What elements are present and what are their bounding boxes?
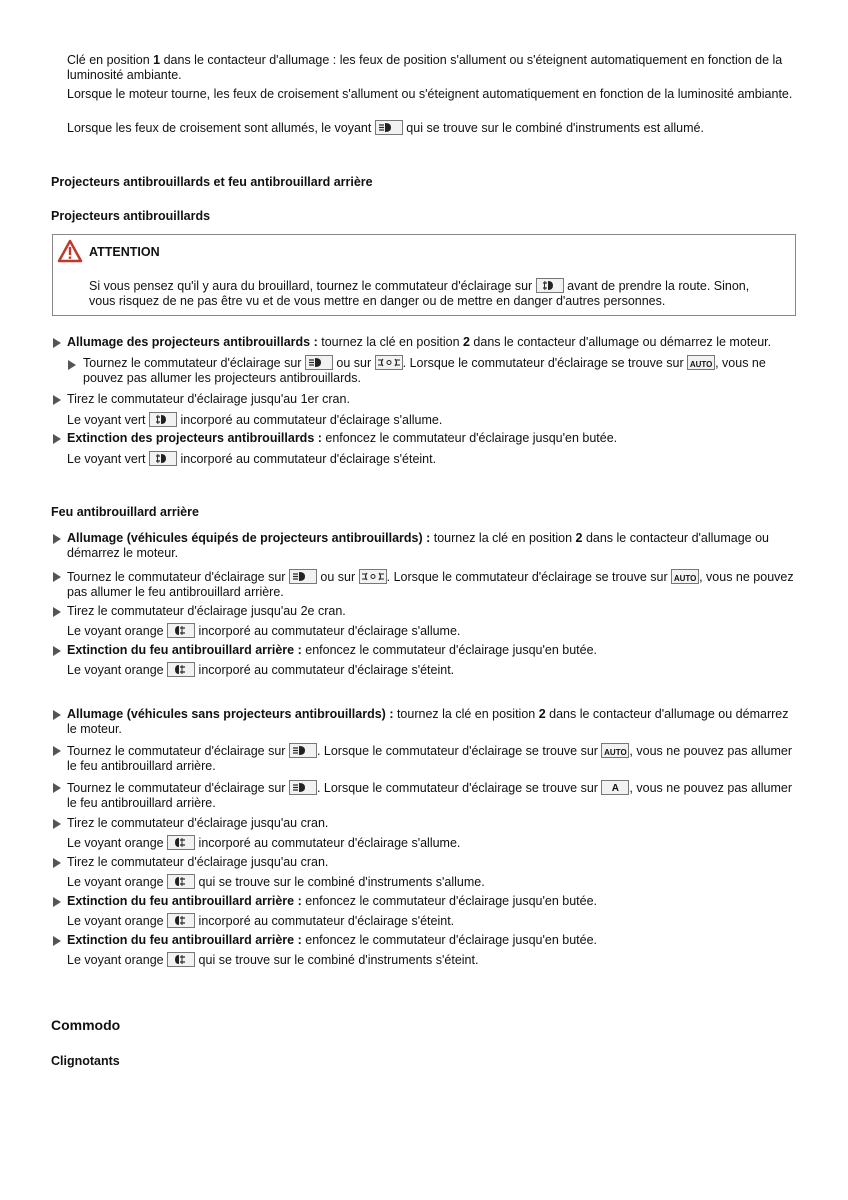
item-bold: Extinction du feu antibrouillard arrière : — [67, 933, 302, 947]
bullet-arrow-icon — [53, 338, 61, 348]
list-item — [67, 335, 797, 350]
low-beam-icon — [289, 743, 317, 758]
item-text: tournez la clé en position — [430, 531, 576, 545]
list-item: Tirez le commutateur d'éclairage jusqu'au 2e cran. — [67, 604, 346, 618]
auto-a-icon — [601, 780, 629, 795]
bullet-arrow-icon — [53, 710, 61, 720]
auto-icon — [601, 743, 629, 758]
list-item — [67, 643, 797, 658]
item-text: enfoncez le commutateur d'éclairage jusqu'en butée. — [301, 643, 597, 657]
item-text: Le voyant orange — [67, 914, 168, 928]
attention-title: ATTENTION — [89, 245, 160, 259]
bullet-arrow-icon — [53, 572, 61, 582]
indicator-line — [67, 874, 797, 890]
item-text: dans le contacteur d'allumage ou démarrez le moteur. — [67, 531, 770, 560]
item-text: Le voyant vert — [67, 452, 149, 466]
item-text: qui se trouve sur le combiné d'instruments s'éteint. — [195, 953, 479, 967]
bullet-arrow-icon — [53, 897, 61, 907]
subsection-heading: Projecteurs antibrouillards — [51, 209, 211, 223]
list-item: Tirez le commutateur d'éclairage jusqu'au cran. — [67, 816, 329, 830]
key-position: 2 — [575, 531, 583, 545]
intro-paragraph-1 — [67, 53, 797, 83]
low-beam-icon — [305, 355, 333, 370]
bullet-arrow-icon — [53, 783, 61, 793]
bullet-arrow-icon — [53, 434, 61, 444]
item-text: , vous ne pouvez pas allumer le feu antibrouillard arrière. — [67, 570, 794, 599]
attention-text — [89, 278, 779, 309]
bullet-arrow-icon — [53, 858, 61, 868]
rear-fog-icon — [167, 623, 195, 638]
indicator-line — [67, 412, 797, 428]
item-bold: Extinction des projecteurs antibrouillards : — [67, 431, 322, 445]
item-text: . Lorsque le commutateur d'éclairage se trouve sur — [386, 570, 672, 584]
item-text: . Lorsque le commutateur d'éclairage se trouve sur — [316, 781, 602, 795]
item-bold: Allumage (véhicules équipés de projecteurs antibrouillards) : — [67, 531, 431, 545]
item-text: enfoncez le commutateur d'éclairage jusqu'en butée. — [321, 431, 618, 445]
bullet-arrow-icon — [53, 936, 61, 946]
item-text: dans le contacteur d'allumage ou démarrez le moteur. — [469, 335, 772, 349]
rear-fog-icon — [167, 662, 195, 677]
auto-icon-label: AUTO — [689, 360, 713, 369]
item-text: Le voyant orange — [67, 624, 168, 638]
list-item — [67, 743, 797, 774]
item-text: enfoncez le commutateur d'éclairage jusqu'en butée. — [301, 894, 597, 908]
item-text: incorporé au commutateur d'éclairage s'allume. — [195, 836, 461, 850]
intro-paragraph-3 — [67, 120, 797, 136]
item-text: Tournez le commutateur d'éclairage sur — [67, 781, 289, 795]
item-text: incorporé au commutateur d'éclairage s'éteint. — [177, 452, 437, 466]
item-text: Le voyant orange — [67, 953, 168, 967]
parking-lights-icon — [375, 355, 403, 370]
front-fog-icon — [536, 278, 564, 293]
list-item — [67, 531, 797, 561]
auto-icon — [671, 569, 699, 584]
list-item — [67, 707, 797, 737]
indicator-line — [67, 662, 797, 678]
item-text: Tournez le commutateur d'éclairage sur — [67, 570, 289, 584]
auto-icon-label: AUTO — [604, 748, 627, 757]
item-text: qui se trouve sur le combiné d'instruments s'allume. — [195, 875, 485, 889]
item-bold: Allumage des projecteurs antibrouillards : — [67, 335, 318, 349]
low-beam-icon — [375, 120, 403, 135]
item-text: incorporé au commutateur d'éclairage s'allume. — [195, 624, 461, 638]
item-text: . Lorsque le commutateur d'éclairage se trouve sur — [316, 744, 602, 758]
indicator-line — [67, 835, 797, 851]
item-text: tournez la clé en position — [393, 707, 539, 721]
sub-bullet-arrow-icon — [68, 360, 76, 370]
key-position: 2 — [463, 335, 470, 349]
indicator-line — [67, 451, 797, 467]
item-bold: Extinction du feu antibrouillard arrière : — [67, 894, 302, 908]
item-text: Le voyant orange — [67, 663, 168, 677]
subsection-heading: Feu antibrouillard arrière — [51, 505, 199, 519]
bullet-arrow-icon — [53, 395, 61, 405]
list-item — [67, 933, 797, 948]
item-text: . Lorsque le commutateur d'éclairage se trouve sur — [402, 356, 688, 370]
item-bold: Extinction du feu antibrouillard arrière : — [67, 643, 302, 657]
section-heading: Projecteurs antibrouillards et feu antibrouillard arrière — [51, 175, 373, 189]
item-text: incorporé au commutateur d'éclairage s'éteint. — [195, 914, 455, 928]
bullet-arrow-icon — [53, 534, 61, 544]
attention-text-part: avant de prendre la route. Sinon, vous risquez de ne pas être vu et de vous mettre en danger ou de mettre en danger d'autres personnes. — [89, 279, 750, 308]
rear-fog-icon — [167, 835, 195, 850]
warning-triangle-icon — [57, 239, 83, 263]
key-position: 2 — [538, 707, 546, 721]
attention-text-part: Si vous pensez qu'il y aura du brouillard, tournez le commutateur d'éclairage sur — [89, 279, 536, 293]
parking-lights-icon — [359, 569, 387, 584]
low-beam-icon — [289, 780, 317, 795]
bullet-arrow-icon — [53, 746, 61, 756]
section-heading: Commodo — [51, 1017, 121, 1033]
item-text: incorporé au commutateur d'éclairage s'allume. — [177, 413, 443, 427]
item-text: dans le contacteur d'allumage ou démarrez le moteur. — [67, 707, 789, 736]
bullet-arrow-icon — [53, 646, 61, 656]
rear-fog-icon — [167, 913, 195, 928]
front-fog-icon — [149, 412, 177, 427]
list-item — [67, 431, 797, 446]
intro-text: Lorsque les feux de croisement sont allumés, le voyant — [67, 121, 375, 135]
item-text: Le voyant orange — [67, 836, 168, 850]
front-fog-icon — [149, 451, 177, 466]
key-position: 1 — [153, 53, 161, 67]
item-text: , vous ne pouvez pas allumer le feu antibrouillard arrière. — [67, 781, 793, 810]
item-text: , vous ne pouvez pas allumer le feu antibrouillard arrière. — [67, 744, 793, 773]
item-text: Le voyant orange — [67, 875, 168, 889]
low-beam-icon — [289, 569, 317, 584]
auto-a-icon-label: A — [611, 783, 620, 794]
item-bold: Allumage (véhicules sans projecteurs antibrouillards) : — [67, 707, 394, 721]
subsection-heading: Clignotants — [51, 1054, 120, 1068]
intro-text: Clé en position — [67, 53, 154, 67]
list-item — [67, 894, 797, 909]
list-item — [67, 569, 797, 600]
item-text: Le voyant vert — [67, 413, 149, 427]
item-text: incorporé au commutateur d'éclairage s'éteint. — [195, 663, 455, 677]
intro-text: dans le contacteur d'allumage : les feux de position s'allument ou s'éteignent automatiquement en fonction de la luminosité ambiante. — [67, 53, 783, 82]
list-item: Tirez le commutateur d'éclairage jusqu'au cran. — [67, 855, 329, 869]
item-text: ou sur — [332, 356, 375, 370]
indicator-line — [67, 952, 797, 968]
bullet-arrow-icon — [53, 607, 61, 617]
item-text: ou sur — [316, 570, 359, 584]
item-text: , vous ne pouvez pas allumer les projecteurs antibrouillards. — [83, 356, 766, 385]
auto-icon — [687, 355, 715, 370]
bullet-arrow-icon — [53, 819, 61, 829]
indicator-line — [67, 913, 797, 929]
auto-icon-label: AUTO — [673, 574, 697, 583]
item-text: enfoncez le commutateur d'éclairage jusqu'en butée. — [301, 933, 597, 947]
item-text: Tournez le commutateur d'éclairage sur — [83, 356, 305, 370]
rear-fog-icon — [167, 952, 195, 967]
list-item: Tirez le commutateur d'éclairage jusqu'au 1er cran. — [67, 392, 350, 406]
list-item — [83, 355, 797, 386]
item-text: tournez la clé en position — [317, 335, 463, 349]
intro-paragraph-2: Lorsque le moteur tourne, les feux de croisement s'allument ou s'éteignent automatiquement en fonction de la luminosité ambiante. — [67, 87, 793, 101]
item-text: Tournez le commutateur d'éclairage sur — [67, 744, 289, 758]
rear-fog-icon — [167, 874, 195, 889]
indicator-line — [67, 623, 797, 639]
list-item — [67, 780, 797, 811]
attention-box — [52, 234, 796, 316]
intro-text: qui se trouve sur le combiné d'instruments est allumé. — [402, 121, 704, 135]
